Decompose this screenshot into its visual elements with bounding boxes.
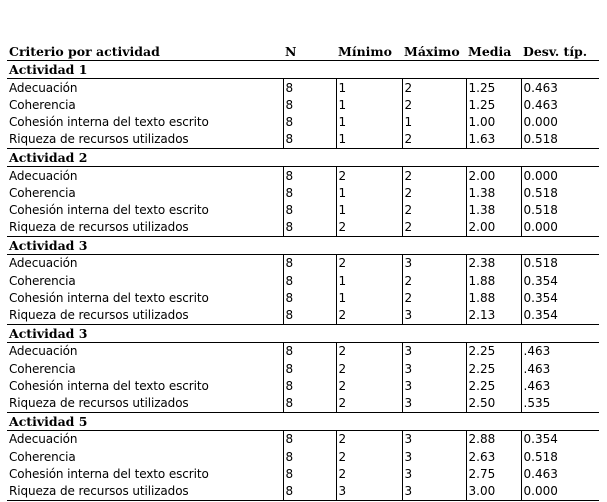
cell-maximo: 3 (402, 466, 466, 483)
cell-minimo: 1 (336, 79, 402, 97)
cell-media: 1.25 (466, 97, 521, 114)
header-minimo: Mínimo (336, 43, 402, 61)
cell-minimo: 2 (336, 431, 402, 449)
group-title: Actividad 5 (7, 412, 599, 430)
cell-n: 8 (283, 167, 336, 185)
group-header-row (7, 237, 599, 255)
cell-n: 8 (283, 131, 336, 149)
cell-desv-tip: 0.354 (521, 307, 599, 325)
table-row (7, 431, 599, 449)
cell-criterio: Coherencia (9, 273, 76, 288)
cell-criterio: Adecuación (9, 344, 78, 359)
cell-desv-tip: .535 (521, 395, 599, 413)
cell-n: 8 (283, 114, 336, 131)
cell-media: 2.25 (466, 343, 521, 361)
cell-criterio: Cohesión interna del texto escrito (9, 114, 209, 129)
table-row (7, 79, 599, 97)
table-row (7, 360, 599, 377)
table-row (7, 202, 599, 219)
cell-n: 8 (283, 395, 336, 413)
cell-criterio: Adecuación (9, 80, 78, 95)
table-row (7, 378, 599, 395)
header-n: N (283, 43, 336, 61)
cell-media: 1.00 (466, 114, 521, 131)
statistics-table (7, 43, 599, 501)
cell-n: 8 (283, 79, 336, 97)
cell-desv-tip: 0.463 (521, 79, 599, 97)
cell-minimo: 1 (336, 131, 402, 149)
cell-media: 1.38 (466, 185, 521, 202)
cell-maximo: 3 (402, 378, 466, 395)
cell-minimo: 2 (336, 395, 402, 413)
header-media: Media (466, 43, 521, 61)
cell-media: 2.38 (466, 255, 521, 273)
cell-minimo: 2 (336, 343, 402, 361)
cell-maximo: 2 (402, 167, 466, 185)
cell-maximo: 3 (402, 343, 466, 361)
cell-n: 8 (283, 185, 336, 202)
cell-criterio: Adecuación (9, 168, 78, 183)
cell-maximo: 3 (402, 307, 466, 325)
table-row (7, 255, 599, 273)
table-row (7, 448, 599, 465)
cell-maximo: 3 (402, 448, 466, 465)
cell-media: 3.00 (466, 483, 521, 501)
cell-media: 2.25 (466, 360, 521, 377)
cell-minimo: 2 (336, 378, 402, 395)
cell-criterio: Riqueza de recursos utilizados (7, 395, 283, 413)
table-body (7, 61, 599, 501)
cell-minimo: 1 (336, 202, 402, 219)
cell-desv-tip: 0.354 (521, 272, 599, 289)
table-row (7, 185, 599, 202)
cell-desv-tip: 0.354 (521, 431, 599, 449)
table-row (7, 97, 599, 114)
cell-maximo: 2 (402, 290, 466, 307)
cell-maximo: 2 (402, 131, 466, 149)
cell-n: 8 (283, 431, 336, 449)
cell-minimo: 1 (336, 272, 402, 289)
table-row (7, 114, 599, 131)
cell-n: 8 (283, 360, 336, 377)
cell-desv-tip: 0.354 (521, 290, 599, 307)
cell-n: 8 (283, 219, 336, 237)
cell-n: 8 (283, 448, 336, 465)
cell-desv-tip: 0.518 (521, 255, 599, 273)
group-header-row (7, 412, 599, 430)
cell-desv-tip: 0.000 (521, 114, 599, 131)
cell-minimo: 2 (336, 448, 402, 465)
cell-minimo: 1 (336, 114, 402, 131)
cell-maximo: 2 (402, 202, 466, 219)
cell-n: 8 (283, 378, 336, 395)
cell-criterio: Cohesión interna del texto escrito (9, 202, 209, 217)
cell-criterio: Cohesión interna del texto escrito (9, 290, 209, 305)
cell-desv-tip: 0.518 (521, 185, 599, 202)
cell-criterio: Riqueza de recursos utilizados (7, 219, 283, 237)
cell-n: 8 (283, 202, 336, 219)
cell-minimo: 2 (336, 255, 402, 273)
cell-desv-tip: 0.000 (521, 483, 599, 501)
cell-media: 1.25 (466, 79, 521, 97)
cell-minimo: 2 (336, 167, 402, 185)
cell-media: 2.00 (466, 219, 521, 237)
cell-n: 8 (283, 466, 336, 483)
cell-minimo: 2 (336, 466, 402, 483)
cell-n: 8 (283, 272, 336, 289)
cell-maximo: 2 (402, 272, 466, 289)
cell-desv-tip: .463 (521, 378, 599, 395)
cell-criterio: Riqueza de recursos utilizados (7, 483, 283, 501)
cell-criterio: Coherencia (9, 185, 76, 200)
cell-minimo: 1 (336, 185, 402, 202)
cell-maximo: 2 (402, 79, 466, 97)
cell-media: 1.63 (466, 131, 521, 149)
cell-maximo: 3 (402, 255, 466, 273)
group-header-row (7, 149, 599, 167)
table-row (7, 167, 599, 185)
cell-n: 8 (283, 255, 336, 273)
cell-maximo: 1 (402, 114, 466, 131)
cell-desv-tip: 0.518 (521, 202, 599, 219)
cell-media: 2.13 (466, 307, 521, 325)
group-title: Actividad 2 (7, 149, 599, 167)
cell-minimo: 2 (336, 307, 402, 325)
table-row (7, 307, 599, 325)
cell-media: 2.63 (466, 448, 521, 465)
header-desv-tip: Desv. típ. (521, 43, 599, 61)
cell-criterio: Coherencia (9, 449, 76, 464)
header-criterio: Criterio por actividad (7, 43, 283, 61)
cell-maximo: 2 (402, 185, 466, 202)
table-row (7, 466, 599, 483)
cell-n: 8 (283, 483, 336, 501)
group-title: Actividad 3 (7, 237, 599, 255)
cell-criterio: Riqueza de recursos utilizados (7, 131, 283, 149)
cell-desv-tip: .463 (521, 360, 599, 377)
cell-maximo: 3 (402, 395, 466, 413)
group-header-row (7, 325, 599, 343)
header-maximo: Máximo (402, 43, 466, 61)
cell-maximo: 2 (402, 97, 466, 114)
cell-minimo: 1 (336, 290, 402, 307)
cell-criterio: Riqueza de recursos utilizados (7, 307, 283, 325)
header-row (7, 43, 599, 61)
group-title: Actividad 1 (7, 61, 599, 79)
cell-media: 1.88 (466, 272, 521, 289)
cell-maximo: 3 (402, 431, 466, 449)
cell-media: 2.00 (466, 167, 521, 185)
cell-media: 2.88 (466, 431, 521, 449)
cell-desv-tip: 0.463 (521, 97, 599, 114)
cell-criterio: Adecuación (9, 432, 78, 447)
cell-criterio: Cohesión interna del texto escrito (9, 466, 209, 481)
cell-minimo: 1 (336, 97, 402, 114)
cell-desv-tip: 0.000 (521, 219, 599, 237)
cell-n: 8 (283, 307, 336, 325)
cell-media: 1.38 (466, 202, 521, 219)
table-row (7, 272, 599, 289)
cell-criterio: Coherencia (9, 361, 76, 376)
cell-n: 8 (283, 97, 336, 114)
cell-minimo: 3 (336, 483, 402, 501)
cell-desv-tip: 0.000 (521, 167, 599, 185)
table-row (7, 219, 599, 237)
cell-maximo: 2 (402, 219, 466, 237)
cell-n: 8 (283, 343, 336, 361)
table-row (7, 343, 599, 361)
cell-minimo: 2 (336, 219, 402, 237)
table-row (7, 290, 599, 307)
cell-media: 1.88 (466, 290, 521, 307)
cell-maximo: 3 (402, 483, 466, 501)
cell-media: 2.50 (466, 395, 521, 413)
cell-n: 8 (283, 290, 336, 307)
group-title: Actividad 3 (7, 325, 599, 343)
cell-desv-tip: 0.518 (521, 131, 599, 149)
table-row (7, 483, 599, 501)
cell-desv-tip: 0.518 (521, 448, 599, 465)
cell-desv-tip: 0.463 (521, 466, 599, 483)
cell-minimo: 2 (336, 360, 402, 377)
cell-media: 2.75 (466, 466, 521, 483)
cell-media: 2.25 (466, 378, 521, 395)
cell-maximo: 3 (402, 360, 466, 377)
cell-criterio: Cohesión interna del texto escrito (9, 378, 209, 393)
cell-desv-tip: .463 (521, 343, 599, 361)
table-row (7, 131, 599, 149)
table-row (7, 395, 599, 413)
cell-criterio: Coherencia (9, 97, 76, 112)
group-header-row (7, 61, 599, 79)
cell-criterio: Adecuación (9, 256, 78, 271)
